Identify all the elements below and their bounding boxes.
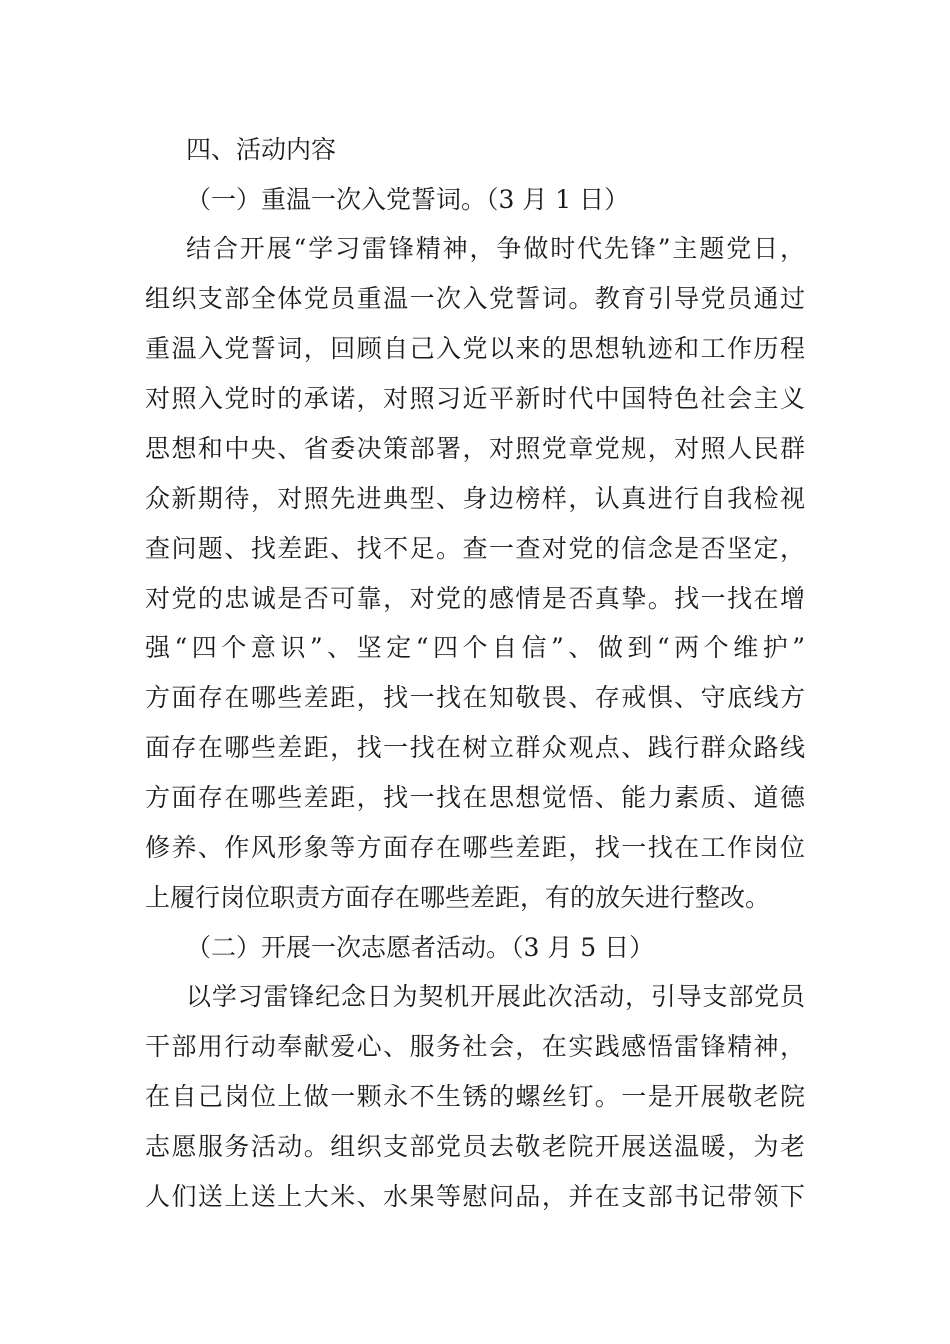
item2-line: 在自己岗位上做一颗永不生锈的螺丝钉。一是开展敬老院 xyxy=(145,1082,805,1111)
item1-line: 重温入党誓词，回顾自己入党以来的思想轨迹和工作历程 xyxy=(145,334,805,363)
item2-line: 志愿服务活动。组织支部党员去敬老院开展送温暖，为老 xyxy=(145,1132,805,1161)
item1-line: 思想和中央、省委决策部署，对照党章党规，对照人民群 xyxy=(145,434,805,463)
item2-line: 干部用行动奉献爱心、服务社会，在实践感悟雷锋精神， xyxy=(145,1032,805,1061)
item2-line: 以学习雷锋纪念日为契机开展此次活动，引导支部党员 xyxy=(186,982,805,1011)
item1-line: 查问题、找差距、找不足。查一查对党的信念是否坚定， xyxy=(145,534,805,563)
item1-line: 对党的忠诚是否可靠，对党的感情是否真挚。找一找在增 xyxy=(145,584,805,613)
item2-line: 人们送上送上大米、水果等慰问品，并在支部书记带领下 xyxy=(145,1182,805,1211)
section-heading: 四、活动内容 xyxy=(186,135,337,164)
item1-line: 上履行岗位职责方面存在哪些差距，有的放矢进行整改。 xyxy=(145,883,771,912)
item1-line: 强“四个意识”、坚定“四个自信”、做到“两个维护” xyxy=(145,633,805,662)
item1-line: 众新期待，对照先进典型、身边榜样，认真进行自我检视 xyxy=(145,484,805,513)
item1-line: 修养、作风形象等方面存在哪些差距，找一找在工作岗位 xyxy=(145,833,805,862)
item1-line: 方面存在哪些差距，找一找在知敬畏、存戒惧、守底线方 xyxy=(145,683,805,712)
item2-heading: （二）开展一次志愿者活动。（3 月 5 日） xyxy=(186,933,655,962)
item1-line: 对照入党时的承诺，对照习近平新时代中国特色社会主义 xyxy=(145,384,805,413)
item1-line: 结合开展“学习雷锋精神，争做时代先锋”主题党日， xyxy=(186,234,805,263)
item1-heading: （一）重温一次入党誓词。（3 月 1 日） xyxy=(186,185,630,214)
item1-line: 面存在哪些差距，找一找在树立群众观点、践行群众路线 xyxy=(145,733,805,762)
item1-line: 组织支部全体党员重温一次入党誓词。教育引导党员通过 xyxy=(145,284,805,313)
item1-line: 方面存在哪些差距，找一找在思想觉悟、能力素质、道德 xyxy=(145,783,805,812)
